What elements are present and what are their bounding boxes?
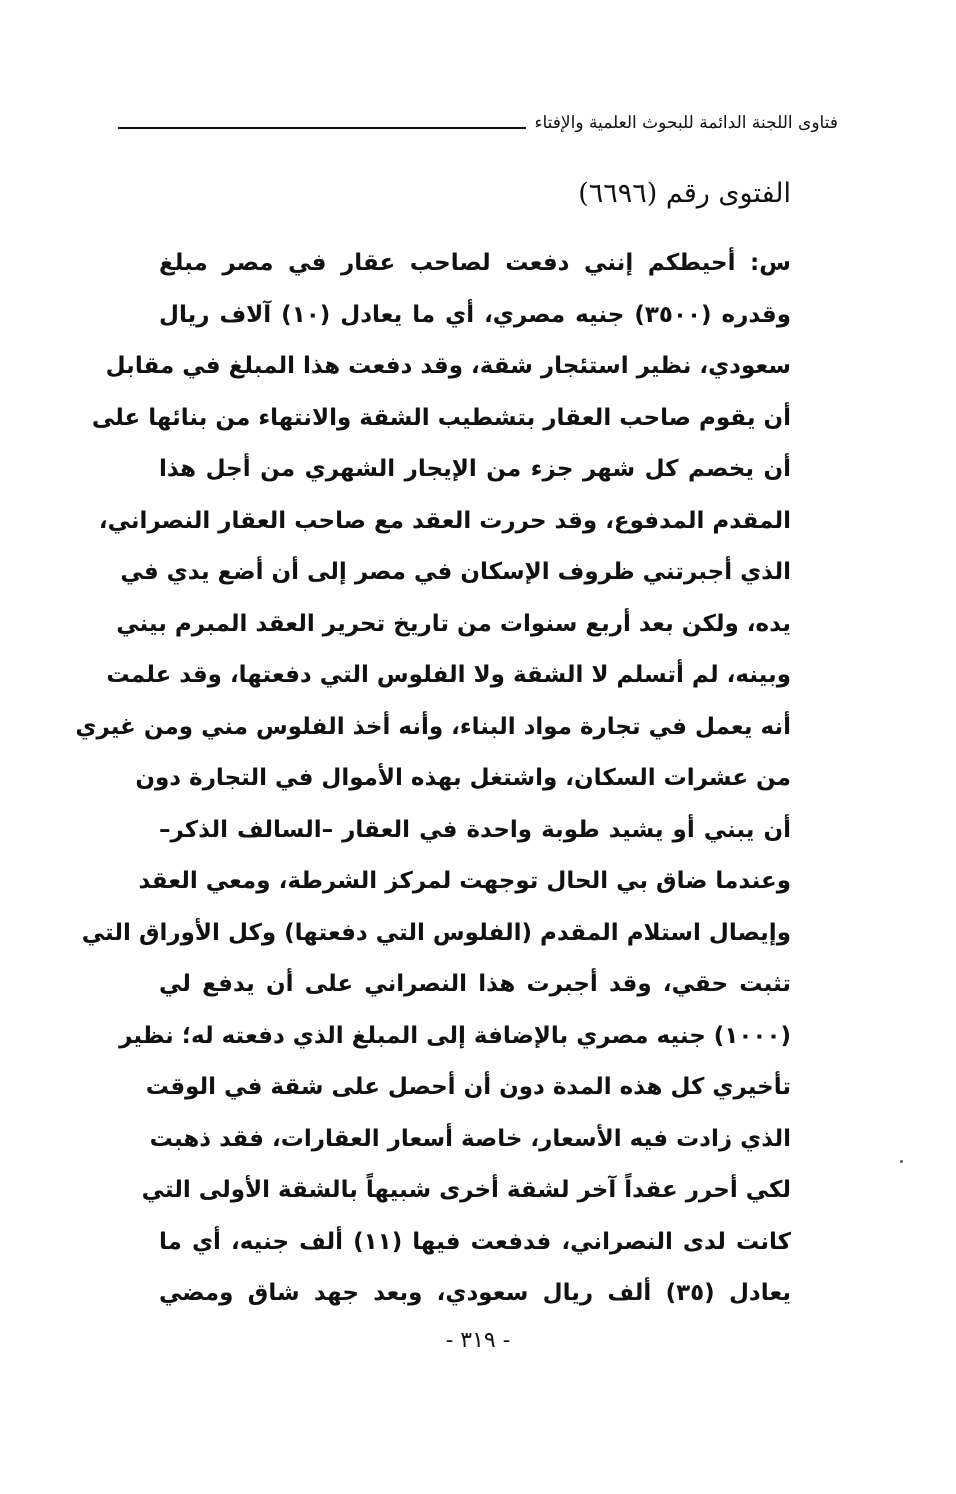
text-line: وقدره (٣٥٠٠) جنيه مصري، أي ما يعادل (١٠) آلاف ريال <box>159 301 791 328</box>
text-line: (١٠٠٠) جنيه مصري بالإضافة إلى المبلغ الذي دفعته له؛ نظير <box>119 1022 791 1049</box>
text-line: من عشرات السكان، واشتغل بهذه الأموال في التجارة دون <box>135 765 791 791</box>
text-line: المقدم المدفوع، وقد حررت العقد مع صاحب العقار النصراني، <box>98 507 791 534</box>
text-line: تثبت حقي، وقد أجبرت هذا النصراني على أن يدفع لي <box>159 971 791 997</box>
text-line: الذي زادت فيه الأسعار، خاصة أسعار العقارات، فقد ذهبت <box>149 1125 791 1152</box>
text-line: أن يخصم كل شهر جزء من الإيجار الشهري من أجل هذا <box>159 456 791 482</box>
text-line: أن يبني أو يشيد طوبة واحدة في العقار –السالف الذكر– <box>159 816 791 843</box>
question-text <box>75 238 791 1320</box>
text-line: يده، ولكن بعد أربع سنوات من تاريخ تحرير العقد المبرم بيني <box>116 610 791 637</box>
text-line: يعادل (٣٥) ألف ريال سعودي، وبعد جهد شاق ومضي <box>159 1280 791 1306</box>
text-line: وإيصال استلام المقدم (الفلوس التي دفعتها) وكل الأوراق التي <box>81 919 791 946</box>
page-number: - ٣١٩ - <box>445 1328 511 1353</box>
text-line: لكي أحرر عقداً آخر لشقة أخرى شبيهاً بالشقة الأولى التي <box>141 1177 791 1203</box>
text-line: وبينه، لم أتسلم لا الشقة ولا الفلوس التي دفعتها، وقد علمت <box>106 662 791 688</box>
text-line: كانت لدى النصراني، فدفعت فيها (١١) ألف جنيه، أي ما <box>159 1228 791 1255</box>
text-line: س: أحيطكم إنني دفعت لصاحب عقار في مصر مبلغ <box>159 250 791 276</box>
stray-mark <box>900 1160 903 1163</box>
text-line: أنه يعمل في تجارة مواد البناء، وأنه أخذ الفلوس مني ومن غيري <box>75 713 791 740</box>
fatwa-number-heading: الفتوى رقم (٦٦٩٦) <box>578 178 791 209</box>
text-line: الذي أجبرتني ظروف الإسكان في مصر إلى أن أضع يدي في <box>120 559 791 585</box>
header-rule <box>118 127 526 129</box>
text-line: تأخيري كل هذه المدة دون أن أحصل على شقة في الوقت <box>145 1074 791 1100</box>
text-line: أن يقوم صاحب العقار بتشطيب الشقة والانتهاء من بنائها على <box>91 404 791 431</box>
text-line: سعودي، نظير استئجار شقة، وقد دفعت هذا المبلغ في مقابل <box>105 353 791 379</box>
running-header <box>118 108 838 138</box>
text-line: وعندما ضاق بي الحال توجهت لمركز الشرطة، ومعي العقد <box>138 868 791 894</box>
running-header-title: فتاوى اللجنة الدائمة للبحوث العلمية والإفتاء <box>534 113 838 133</box>
